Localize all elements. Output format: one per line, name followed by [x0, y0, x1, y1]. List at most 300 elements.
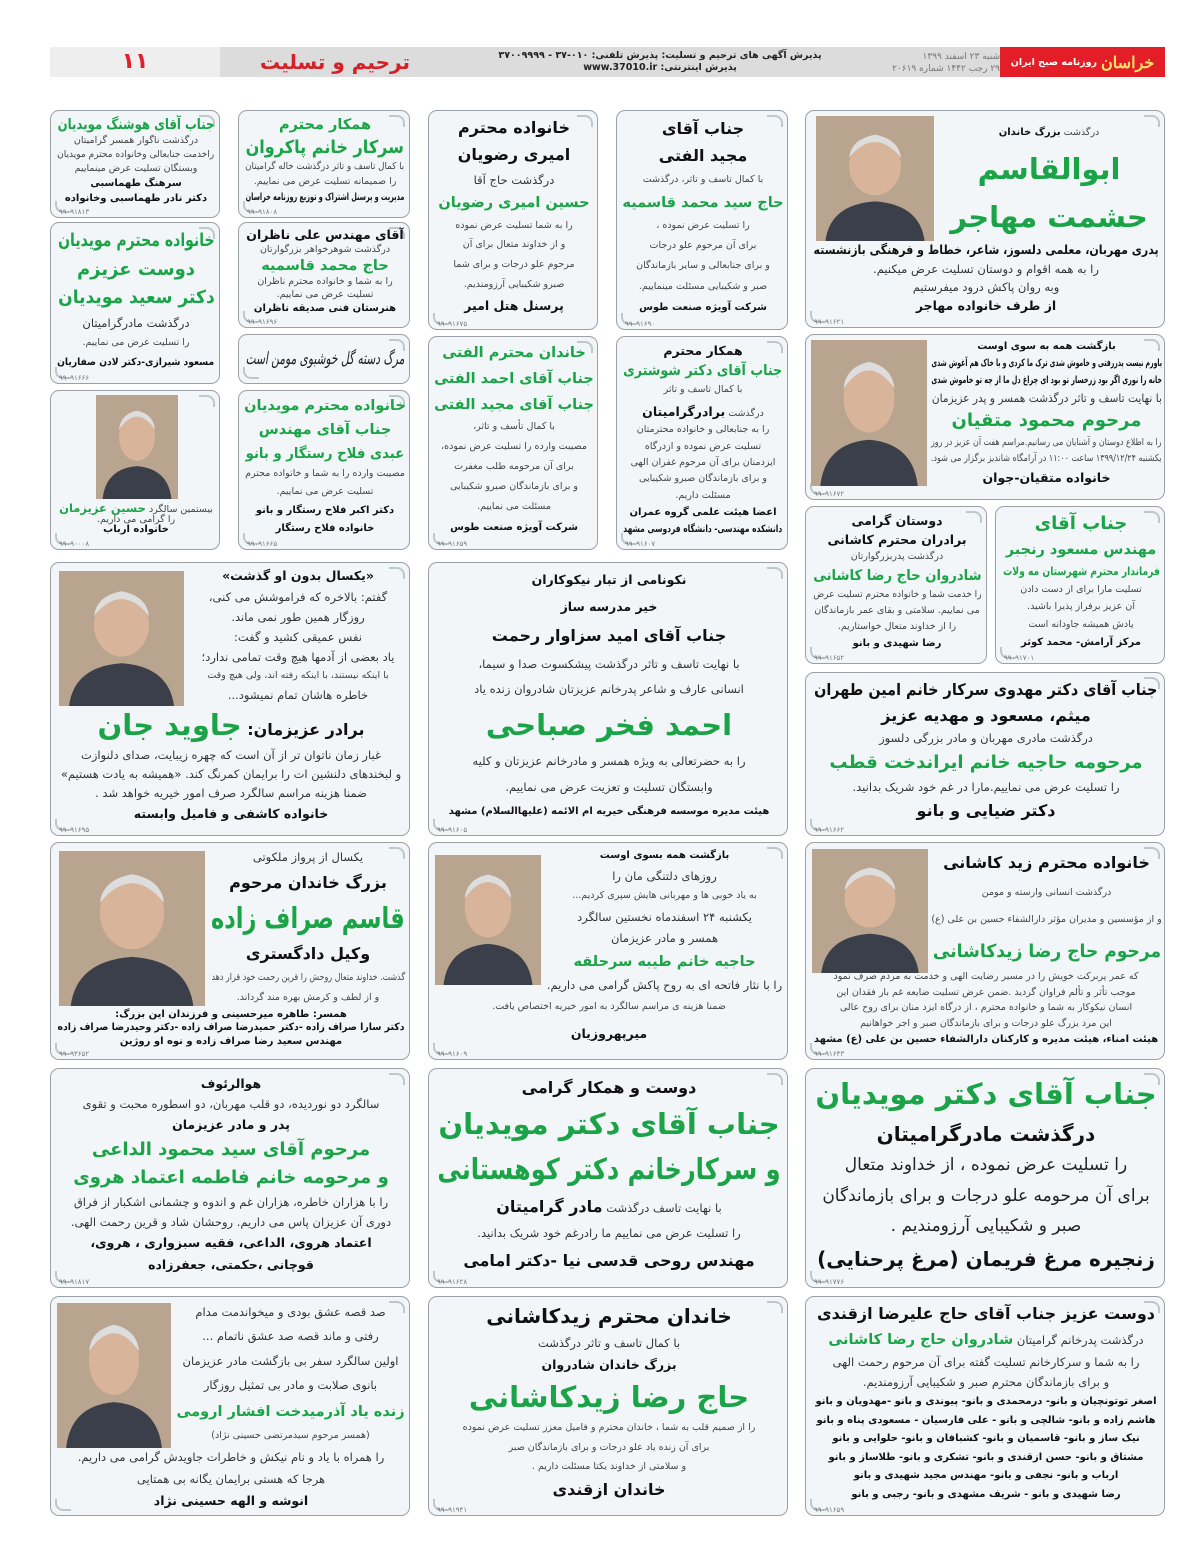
ad-line: مرحوم حاج رضا زیدکاشانی [932, 941, 1161, 963]
ad-line-part: جاوید جان [97, 708, 242, 743]
ad-line: درگذشت مادرگرامیتان [82, 315, 190, 330]
ad-line: و از مؤسسین و مدیران مؤثر دارالشفاء حسین بن علی (ع) [931, 914, 1162, 926]
ad-code: ۹۹۰۹۱۶۰۵ [437, 826, 468, 834]
ad-code: ۹۹۰۹۱۹۴۱ [437, 1506, 468, 1514]
ad-line: دوست عزیز جناب آقای حاج علیرضا ازقندی [817, 1303, 1155, 1323]
ad-line: و برای بازماندگان صبرو شکیبایی [639, 473, 767, 485]
ad-line: حاج سید محمد قاسمیه [622, 195, 784, 212]
ad-line: را تسلیت عرض نموده ، از خداوند متعال [844, 1155, 1128, 1176]
ad-text [244, 115, 406, 206]
ad-line: برای آن مرحومه طلب مغفرت [454, 461, 574, 473]
ad-text [54, 499, 218, 538]
ad-line: درگذشت انسانی وارسته و مومن [981, 887, 1112, 899]
ad-line: جناب آقای امید سزاوار رحمت [491, 625, 727, 645]
logo-brand: خراسان [1101, 52, 1155, 72]
ad-line: ارباب و بانو- نجفی و بانو- مهندس مجید شهیدی و بانو [853, 1470, 1119, 1482]
ad-line: با نهایت تاسف و تاثر درگذشت همسر و پدر عزیزمان [931, 391, 1162, 406]
ad-line-part: درگذشت [725, 407, 764, 419]
obituary-ad [50, 842, 410, 1060]
ad-code: ۹۹۰۹۱۶۶۶ [59, 374, 90, 382]
ad-line: درگذشت ناگوار همسر گرامیتان [73, 135, 199, 147]
ad-line: و مرحومه خانم فاطمه اعتماد هروی [73, 1166, 389, 1188]
page-number: ۱۱ [50, 47, 220, 77]
ad-line: و سلامتی از خداوند یکتا مسئلت داریم . [531, 1460, 687, 1472]
ad-line: انسانی عارف و شاعر پدرخانم عزیزتان شادروان زنده یاد [474, 682, 744, 697]
ad-line: خاندان محترم الفتی [442, 345, 586, 362]
ad-line [98, 709, 365, 742]
ad-line: را صمیمانه تسلیت عرض می نماییم. [253, 176, 397, 188]
ad-line: که عمر پربرکت خویش را در مسیر رضایت الهی و خدمت به مردم صرف نمود [833, 971, 1139, 983]
ad-line: (همسر مرحوم سیدمرتضی حسینی نژاد) [211, 1430, 370, 1442]
ad-line: خاطره هاشان تمام نمیشود... [227, 688, 369, 703]
ad-line: خانواده محترم مویدیان [244, 398, 406, 415]
ad-line: سرهنگ طهماسبی [90, 178, 182, 190]
ad-text [622, 341, 784, 538]
obituary-ad [50, 562, 410, 836]
ad-text [810, 241, 1162, 316]
ad-line: را با هزاران خاطره، هزاران غم و اندوه و چشمانی اشکبار از فراق [73, 1194, 389, 1209]
ad-text [54, 1008, 408, 1048]
ad-text [811, 677, 1161, 824]
ad-line: دکتر اکبر فلاح رستگار و بانو [255, 504, 395, 516]
ad-line: تسلیت عرض می نماییم. [276, 485, 374, 497]
ad-line: دکتر نادر طهماسبی وخانواده [64, 192, 208, 204]
ad-line: را به شما تسلیت عرض نموده [455, 219, 573, 231]
ad-text [434, 341, 594, 538]
ad-line: پدری مهربان، معلمی دلسوز، شاعر، خطاط و فرهنگی بازنشسته [813, 242, 1159, 258]
obituary-ad [995, 506, 1165, 664]
ad-line: انوشه و الهه حسینی نژاد [153, 1493, 309, 1509]
ad-line: هیئت امناء، هیئت مدیره و کارکنان دارالشفاء حسین بن علی (ع) مشهد [813, 1034, 1159, 1046]
ad-text [209, 846, 407, 1009]
portrait-photo [812, 849, 928, 973]
ad-text [929, 338, 1164, 488]
ad-line: با کمال تاسف و تاثر درگذشت [537, 1335, 681, 1350]
ad-line: هرجا که هستی برایمان یگانه بی همتایی [136, 1471, 326, 1486]
ad-line: اعضا هیئت علمی گروه عمران [629, 506, 777, 518]
ad-text [173, 1300, 408, 1448]
ad-line: درگذشت پدربزرگوارتان [850, 551, 944, 563]
ad-line: خانه را نوری اگر بود زرخسار تو بود ای چراغ دل ما از چه تو خاموش شدی [931, 375, 1162, 387]
contact-phone: پذیرش تلفنی: ۰۱۰-۳۷ - ۳۷۰۰۹۹۹۹ [498, 50, 659, 61]
obituary-ad [805, 1296, 1165, 1516]
ad-code: ۹۹۰۹۳۶۵۲ [59, 1050, 90, 1058]
obituary-ad [428, 1068, 788, 1288]
ad-text [622, 115, 784, 318]
contact-info [480, 50, 840, 76]
ad-line: مرحوم محمود متقیان [951, 410, 1142, 432]
ad-line: را با نثار فاتحه ای به روح پاکش گرامی می داریم. [546, 977, 783, 992]
ad-line-part: شادروان حاج رضا کاشانی [828, 1331, 1014, 1348]
ad-text [244, 339, 406, 381]
ad-text [543, 846, 786, 996]
ad-line: «یکسال بدون او گذشت» [222, 568, 374, 584]
ad-code: ۹۹۰۹۱۶۵۲ [814, 654, 845, 662]
ad-line: سرکار خانم پاکروان [245, 136, 405, 158]
ad-line-part: درگذشت [1060, 126, 1100, 138]
ad-line: زنده یاد آذرمیدخت افشار ارومی [176, 1403, 405, 1420]
ad-line: تسلیت عرض می نماییم. [276, 289, 374, 301]
ad-line: را به شما و سرکارخانم تسلیت گفته برای آن مرحوم رحمت الهی [832, 1354, 1140, 1369]
ad-line: اصغر توتونچیان و بانو- درمحمدی و بانو- پیوندی و بانو -مهدویان و بانو [815, 1396, 1157, 1408]
obituary-ad [805, 672, 1165, 836]
ad-line: درگذشت شوهرخواهر بزرگوارتان [259, 243, 391, 255]
ad-line: با کمال تاسف و تاثر [663, 384, 743, 396]
ad-line: بزرگ خاندان شادروان [541, 1357, 677, 1373]
contact-label: پذیرش آگهی های ترحیم و تسلیت: [661, 50, 822, 61]
ad-line: بازگشت همه بسوی اوست [599, 850, 730, 862]
ad-line: ایزدمنان برای آن مرحوم غفران الهی [630, 457, 776, 469]
ad-line: مرگ دسته گل خوشبوی مومن است [245, 349, 405, 370]
ad-line: خانواده ارباب [103, 523, 169, 535]
ad-line: همسر: طاهره میرحسینی و فرزندان این بزرگ: [115, 1008, 347, 1020]
ad-text [811, 1301, 1161, 1504]
ad-line: را گرامی می داریم. [96, 514, 176, 525]
ad-line: جناب آقای [661, 118, 745, 138]
ad-line: درگذشت مادری مهربان و مادر بزرگی دلسوز [879, 731, 1093, 746]
ad-line: و از لطف و کرمش بهره مند گرداند. [236, 992, 380, 1004]
portrait-photo [435, 855, 541, 985]
ad-line: سالگرد دو نوردیده، دو قلب مهربان، دو اسطوره محبت و تقوی [82, 1097, 380, 1112]
ad-line [642, 402, 764, 420]
ad-line: می نماییم. سلامتی و بقای عمر بازماندگان [814, 605, 980, 617]
ad-line: صد قصه عشق بودی و میخواندمت مدام [195, 1304, 386, 1319]
ad-line: هیئت مدیره موسسه فرهنگی خیریه ام الائمه (علیهاالسلام) مشهد [448, 806, 770, 818]
ad-line: را تسلیت عرض می نماییم. [82, 336, 190, 348]
ad-line: وکیل دادگستری [245, 943, 371, 963]
ad-code: ۹۹۰۹۱۸۱۳ [59, 208, 90, 216]
ad-line: این مرد بزرگ علو درجات و برای بازماندگان صبر و اجر خواهانیم [860, 1017, 1112, 1029]
ad-text [56, 1073, 406, 1276]
ad-line: مدیریت و پرسنل اشتراک و توزیع روزنامه خراسان [245, 192, 405, 204]
ad-line [999, 121, 1100, 139]
obituary-ad [238, 110, 410, 218]
ad-line: شادروان حاج رضا کاشانی [812, 568, 982, 585]
ad-line: میثم، مسعود و مهدیه عزیز [881, 705, 1091, 725]
ad-line: و برای جنابعالی و سایر بازماندگان [636, 260, 770, 272]
ad-line: مرحومه حاجیه خانم ایراندخت قطب [829, 752, 1143, 774]
ad-text [56, 227, 216, 372]
ad-line: را تسلیت عرض می نماییم ما رادرغم خود شریک بدانید. [477, 1226, 741, 1241]
ad-text [811, 511, 983, 652]
ad-code: ۹۹۰۹۱۷۷۶ [814, 1278, 845, 1286]
date-line-2: ۲۹ رجب ۱۴۴۲ شماره ۲۰۶۱۹ [892, 64, 1000, 74]
ad-text [54, 706, 408, 824]
obituary-ad [428, 842, 788, 1060]
ad-line: موجب تأثر و تألم فراوان گردید .ضمن عرض تسلیت ضایعه غم بار فقدان این [836, 986, 1136, 998]
ad-code: ۹۹۰۹۱۶۰۹ [437, 1050, 468, 1058]
ad-line: مسعود شیرازی-دکتر لادن صفاریان [57, 356, 215, 368]
ad-line: برای آن مرحومه علو درجات و برای بازماندگان [822, 1185, 1150, 1206]
ad-line: و لبخندهای دلنشین ات را برایمان کمرنگ کند. «همیشه به یادت هستیم» [60, 766, 402, 781]
ad-line: باورم نیست پدررفتی و خاموش شدی ترک ما کردی و با خاک هم آغوش شدی [931, 358, 1162, 369]
ad-text [56, 115, 216, 206]
newspaper-logo [1000, 47, 1165, 77]
ad-line: درگذشت مادرگرامیتان [876, 1121, 1096, 1146]
ad-line: احمد فخر صباحی [485, 708, 733, 743]
ad-line: تسلیت عرض نموده و ازدرگاه [644, 440, 762, 452]
ad-code: ۹۹۰۹۱۸۱۷ [59, 1278, 90, 1286]
ad-line: ضمنا هزینه مراسم سالگرد صرف امور خیریه خواهد شد . [95, 786, 367, 801]
ad-line: را به همه اقوام و دوستان تسلیت عرض میکنیم. [873, 261, 1099, 276]
ad-line: دوری آن عزیزان پاس می داریم. روحشان شاد و قرین رحمت الهی. [70, 1215, 392, 1230]
portrait-photo [57, 1303, 171, 1448]
ad-line: خانواده محترم زید کاشانی [943, 853, 1150, 872]
ad-code: ۹۹۰۹۱۶۵۹ [437, 540, 468, 548]
ad-line: گذشت. خداوند متعال روحش را قرین رحمت خود قرار دهد [211, 971, 405, 983]
section-title: ترحیم و تسلیت [260, 50, 410, 74]
obituary-ad [50, 1068, 410, 1288]
ad-line: پدر و مادر عزیزمان [172, 1117, 290, 1133]
ad-line: را به شما و خانواده محترم ناظران [257, 275, 393, 287]
ad-line: گفتم: بالاخره که فراموشش می کنی، [208, 589, 388, 604]
ad-code: ۹۹۰۹۱۶۶۵ [247, 540, 278, 548]
ad-line: هوالرئوف [200, 1075, 262, 1091]
ad-line: را به حضرتعالی به ویژه همسر و مادرخانم عزیزتان و کلیه [472, 753, 746, 768]
ad-line: جناب آقای دکتر مهدوی سرکار خانم امین طهران [814, 679, 1158, 699]
ad-line-part: بیستمین سالگرد [145, 504, 213, 515]
ad-line: و برای بازماندگان محترم صبر و شکیبایی آرزومندیم. [862, 1374, 1110, 1389]
ad-line: دکتر ضیایی و بانو [916, 800, 1056, 820]
obituary-ad [428, 336, 598, 550]
ad-text [434, 567, 784, 824]
ad-text [432, 995, 786, 1048]
ad-text [809, 970, 1163, 1048]
ad-line: حاج رضا زیدکاشانی [468, 1380, 750, 1415]
ad-code: ۹۹۰۹۱۶۶۲ [814, 826, 845, 834]
obituary-ad [50, 222, 220, 384]
ad-line: یاد بعضی از آدمها هیچ وقت تمامی ندارد؛ [201, 650, 395, 665]
ad-line: عبدی فلاح رستگار و بانو [245, 445, 405, 462]
ad-line: بزرگ خاندان مرحوم [229, 872, 387, 892]
portrait-photo [59, 851, 205, 1006]
obituary-ad [428, 110, 598, 330]
date-line-1: شنبه ۲۳ اسفند ۱۳۹۹ [922, 52, 1000, 62]
ad-line: جناب آقای [1034, 513, 1128, 535]
ad-line: وبستگان تسلیت عرض مینماییم [74, 163, 198, 175]
ad-line: خاندان ازقندی [552, 1480, 666, 1500]
ad-line: نکونامی از تبار نیکوکاران [531, 572, 687, 588]
ad-code: ۹۹۰۹۱۶۷۲ [814, 490, 845, 498]
ad-line [828, 1330, 1143, 1349]
ad-line: را به اطلاع دوستان و آشنایان می رسانیم.مراسم هفت آن عزیز در روز [931, 436, 1162, 448]
obituary-ad [616, 336, 788, 550]
ad-line: برای آن زنده یاد علو درجات و برای بازماندگان صبر [508, 1441, 710, 1453]
ad-line: یکشنبه ۲۴ اسفندماه نخستین سالگرد [577, 909, 752, 924]
ad-line: ضمنا هزینه ی مراسم سالگرد به امور خیریه اختصاص یافت. [492, 1000, 726, 1012]
ad-line: آقای مهندس علی ناظران [246, 227, 404, 243]
ad-line: مهندس مسعود رنجبر [1005, 541, 1157, 558]
ad-line: خاندان محترم زیدکاشانی [486, 1304, 732, 1329]
ad-line: وبه روان پاکش درود میفرستیم [912, 279, 1060, 294]
obituary-ad [805, 506, 987, 664]
ad-line: خیر مدرسه ساز [560, 599, 658, 615]
ad-line-part: برادر عزیزمان: [241, 720, 365, 740]
ad-line: با نهایت تاسف و تاثر درگذشت پیشکسوت صدا و سیما، [478, 656, 740, 671]
ad-line: رفتی و ماند قصه صد عشق ناتمام ... [202, 1329, 379, 1344]
ad-line-part: بزرگ خاندان [998, 126, 1061, 138]
ad-line: خانواده محترم [458, 118, 570, 138]
ad-line: خانواده متقیان-جوان [982, 469, 1111, 485]
ad-line: اعتماد هروی، الداعی، فقیه سبزواری ، هروی، [90, 1235, 372, 1251]
ad-code: ۹۹۰۹۰۰۰۸ [59, 540, 90, 548]
ad-line: را به جنابعالی و خانواده محترمتان [636, 424, 770, 436]
ad-line: و برای بازماندگان صبرو شکیبایی [450, 481, 578, 493]
ad-line: بازگشت همه به سوی اوست [977, 340, 1116, 352]
ad-line: یکشنبه ۱۳۹۹/۱۲/۲۴ ساعت ۱۱:۰۰ در آرامگاه شاندیز برگزار می شود. [931, 453, 1162, 465]
ad-line: و از خداوند متعال برای آن [462, 239, 566, 251]
ad-line: جناب آقای دکتر شوشتری [623, 363, 783, 380]
ad-line: مصیبت وارده را به شما و خانواده محترم [245, 468, 405, 480]
ad-line: با کمال تاسف و تاثر درگذشت خاله گرامیتان [245, 161, 405, 173]
ad-line: جناب آقای مهندس [258, 421, 392, 438]
ad-line: را از صمیم قلب به شما ، خاندان محترم و فامیل معزز تسلیت عرض نموده [462, 1422, 756, 1434]
ad-text [434, 1301, 784, 1504]
ad-line: دوست عزیزم [76, 258, 196, 280]
ad-code: ۹۹۰۹۱۶۷۵ [437, 320, 468, 328]
ad-line: و سرکارخانم دکتر کوهستانی [437, 1152, 781, 1187]
ad-line: جناب آقای احمد الفتی [434, 371, 594, 388]
portrait-photo [816, 116, 934, 241]
ad-line: دوستان گرامی [851, 512, 943, 528]
obituary-ad [428, 1296, 788, 1516]
ad-line: رضا شهیدی و بانو [852, 637, 942, 649]
portrait-photo [811, 340, 927, 486]
obituary-ad [805, 110, 1165, 328]
ad-line: روزگار همین طور نمی ماند. [231, 609, 365, 624]
ad-code: ۹۹۰۹۱۶۴۳ [814, 1050, 845, 1058]
ad-code: ۹۹۰۹۱۶۹۵ [59, 826, 90, 834]
ad-line: را همراه با یاد و نام نیکش و خاطرات جاویدش گرامی می داریم. [77, 1450, 385, 1465]
obituary-ad [616, 110, 788, 330]
ad-line: امیری رضویان [457, 145, 571, 165]
issue-date [840, 51, 1000, 75]
ad-text [434, 115, 594, 318]
ad-line: بانوی صلابت و مادر بی تمثیل روزگار [203, 1378, 378, 1393]
ad-line: تسلیت مارا برای از دست دادن [1020, 583, 1142, 595]
ad-line: پرسنل هتل امیر [464, 298, 564, 314]
ad-line: وابستگان تسلیت و تعزیت عرض می نماییم. [505, 779, 713, 794]
ad-line: برادران محترم کاشانی [827, 531, 967, 547]
ad-line: مهندس سعید رضا صراف زاده و نوه او روژین [119, 1035, 343, 1047]
ad-line: انسان نیکوکار به شما و خانواده محترم ، از درگاه ایزد منان برای روح عالی [839, 1002, 1133, 1014]
ad-line: رضا شهیدی و بانو - شریف مشهدی و بانو- رجبی و بانو [851, 1488, 1121, 1500]
ad-line: ابوالقاسم [977, 152, 1121, 187]
ad-line: راخدمت جنابعالی وخانواده محترم مویدیان [57, 149, 215, 161]
ad-line: دانشکده مهندسی- دانشگاه فردوسی مشهد [623, 523, 783, 535]
ad-line: حاجیه خانم طیبه سرحلقه [573, 953, 756, 970]
portrait-photo [59, 571, 184, 706]
obituary-ad [238, 222, 410, 328]
ad-text [938, 114, 1160, 241]
ad-line: یکسال از پرواز ملکوتی [252, 849, 364, 864]
ad-code: ۹۹۰۹۱۶۹۶ [247, 318, 278, 326]
contact-web[interactable]: پذیرش اینترنتی: www.37010.ir [583, 62, 737, 73]
ad-code: ۹۹۰۹۱۶۹۰ [625, 320, 656, 328]
ad-line: جناب آقای دکتر مویدیان [438, 1107, 780, 1142]
obituary-ad [50, 1296, 410, 1516]
ad-text [188, 566, 408, 706]
ad-line: با کمال تأسف و تاثر، [473, 421, 555, 433]
ad-line: روزهای دلتنگی مان را [612, 868, 717, 883]
ad-line [59, 499, 213, 515]
ad-line: نیک ساز و بانو- قاسمیان و بانو- کشبافان و بانو- حلوایی و بانو [832, 1433, 1140, 1445]
ad-line: خانواده محترم مویدیان [57, 229, 215, 251]
ad-text [811, 1073, 1161, 1276]
ad-line: را تسلیت عرض می نماییم.مارا در غم خود شریک بدانید. [852, 780, 1120, 795]
ad-line: اولین سالگرد سفر بی بازگشت مادر عزیزمان [182, 1353, 399, 1368]
ad-line: همکار محترم [278, 117, 372, 134]
ad-line: شرکت آویژه صنعت طوس [639, 301, 767, 313]
ad-line: شرکت آویژه صنعت طوس [450, 521, 578, 533]
ad-line-part: با نهایت تاسف درگذشت [602, 1200, 722, 1215]
ad-line: مهندس روحی قدسی نیا -دکتر امامی [463, 1250, 755, 1270]
ad-text [54, 1447, 408, 1513]
ad-line-part: درگذشت پدرخانم گرامیتان [1013, 1332, 1144, 1347]
ad-code: ۹۹۰۹۱۸۰۸ [247, 208, 278, 216]
obituary-ad [50, 390, 220, 550]
ad-text [244, 227, 406, 316]
obituary-ad [428, 562, 788, 836]
ad-line: دوست و همکار گرامی [521, 1077, 697, 1097]
ad-line: درگذشت حاج آقا [473, 172, 555, 187]
obituary-ad [238, 334, 410, 384]
ad-line: قاسم صراف زاده [211, 900, 405, 935]
ad-line-part: برادرگرامیتان [642, 403, 726, 419]
ad-line: هنرستان فنی صدیقه ناظران [253, 303, 397, 315]
ad-code: ۹۹۰۹۱۷۰۱ [1004, 654, 1035, 662]
ad-line: جناب آقای هوشنگ مویدیان [57, 116, 215, 133]
ad-code: ۹۹۰۹۱۶۲۱ [814, 318, 845, 326]
ad-line: جناب آقای دکتر مویدیان [815, 1077, 1157, 1112]
ad-line [496, 1198, 721, 1216]
ad-code: ۹۹۰۹۱۶۵۹ [814, 1506, 845, 1514]
ad-line: به یاد خوبی ها و مهربانی هایش سپری کردیم... [572, 890, 757, 902]
ad-line: مجید الفتی [658, 146, 748, 166]
ad-line: با کمال تاسف و تاثر، درگذشت [642, 173, 764, 185]
ad-line: آن عزیز برفراز پذیرا باشید. [1027, 601, 1135, 613]
ad-line: غبار زمان ناتوان تر از آن است که چهره زیبایت، صدای دلنوازت [81, 747, 381, 762]
ad-line: حاج محمد قاسمیه [261, 258, 389, 274]
ad-line: را از خداوند متعال خواستاریم. [837, 620, 957, 632]
ad-line: دکتر سارا صراف زاده -دکتر حمیدرضا صراف زاده -دکتر وحیدرضا صراف زاده [57, 1022, 405, 1034]
ad-line: مسئلت می نماییم. [477, 501, 551, 513]
ad-line: خانواده فلاح رستگار [275, 523, 375, 535]
ad-line: حسین امیری رضویان [438, 195, 590, 212]
ad-line: مرحوم آقای سید محمود الداعی [91, 1139, 371, 1161]
ad-line: برای آن مرحوم علو درجات [649, 240, 757, 252]
ad-line: مرکز آرامش- محمد کوثر [1021, 637, 1141, 649]
ad-line-part: حسین عزیزمان [59, 501, 146, 515]
ad-line: همکار محترم [663, 342, 743, 358]
ad-text [244, 395, 406, 538]
ad-line: صبر و شکیبایی مسئلت مینماییم. [638, 280, 768, 292]
page-header [50, 47, 1165, 77]
ad-line: همسر و مادر عزیزمان [610, 931, 719, 946]
ad-line: قوچانی ،حکمتی، جعفرزاده [148, 1256, 314, 1272]
ad-code: ۹۹۰۹۱۶۰۷ [625, 540, 656, 548]
ad-line: صبرو شکیبایی آرزومندیم. [463, 278, 565, 290]
ad-line: صبر و شکیبایی آرزومندیم . [890, 1216, 1082, 1237]
ad-line: میرپهروزیان [570, 1025, 648, 1041]
ad-line: جناب آقای مجید الفتی [434, 396, 594, 413]
ad-text [434, 1073, 784, 1276]
ad-line-part: مادر گرامیتان [496, 1196, 603, 1216]
ad-line: دکتر سعید مویدیان [57, 287, 215, 309]
ad-code: ۹۹۰۹۱۶۲۸ [437, 1278, 468, 1286]
ad-line: یادش همیشه جاودانه است [1028, 618, 1134, 630]
ad-line: هاشم زاده و بانو- شالچی و بانو - علی فارسیان - مسعودی پناه و بانو [816, 1414, 1156, 1426]
